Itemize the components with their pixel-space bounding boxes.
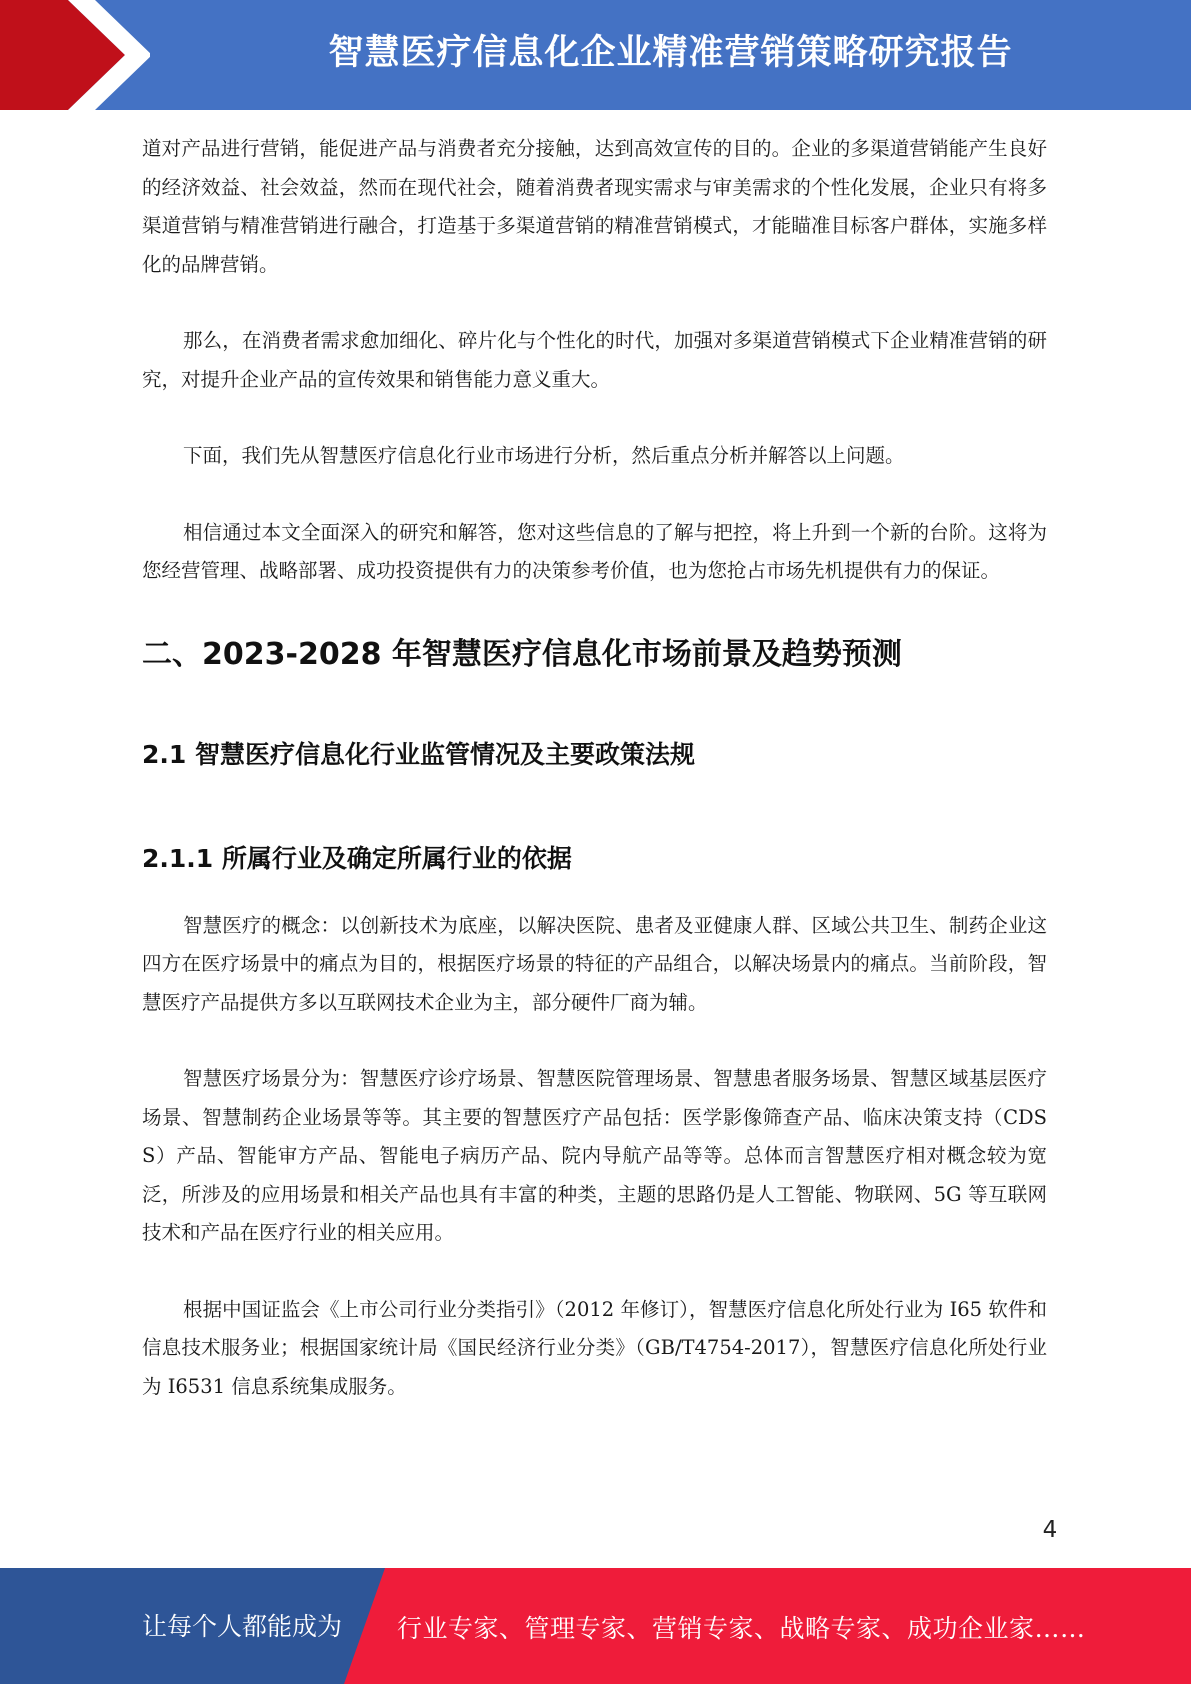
subsubsection-heading: 2.1.1 所属行业及确定所属行业的依据 xyxy=(142,843,572,873)
page-number: 4 xyxy=(1042,1517,1058,1543)
paragraph-7: 根据中国证监会《上市公司行业分类指引》（2012 年修订），智慧医疗信息化所处行业为 I65 软件和信息技术服务业；根据国家统计局《国民经济行业分类》（GB/T4754-2017），智慧医疗信息化所处行业为 I6531 信息系统集成服务。 xyxy=(142,1297,1047,1398)
section-heading: 二、2023-2028 年智慧医疗信息化市场前景及趋势预测 xyxy=(142,636,902,672)
paragraph-5: 智慧医疗的概念：以创新技术为底座，以解决医院、患者及亚健康人群、区域公共卫生、制药企业这四方在医疗场景中的痛点为目的，根据医疗场景的特征的产品组合，以解决场景内的痛点。当前阶段，智慧医疗产品提供方多以互联网技术企业为主，部分硬件厂商为辅。 xyxy=(142,913,1047,1014)
header-chevron-decoration xyxy=(0,0,150,110)
paragraph-4: 相信通过本文全面深入的研究和解答，您对这些信息的了解与把控，将上升到一个新的台阶。这将为您经营管理、战略部署、成功投资提供有力的决策参考价值，也为您抢占市场先机提供有力的保证。 xyxy=(142,520,1047,582)
document-body xyxy=(142,130,1047,1406)
footer-slogan-right: 行业专家、管理专家、营销专家、战略专家、成功企业家…… xyxy=(397,1614,1086,1643)
footer-slogan-left: 让每个人都能成为 xyxy=(142,1612,343,1641)
page-header xyxy=(0,0,1191,110)
paragraph-3: 下面，我们先从智慧医疗信息化行业市场进行分析，然后重点分析并解答以上问题。 xyxy=(183,444,905,467)
paragraph-1: 道对产品进行营销，能促进产品与消费者充分接触，达到高效宣传的目的。企业的多渠道营销能产生良好的经济效益、社会效益，然而在现代社会，随着消费者现实需求与审美需求的个性化发展，企业只有将多渠道营销与精准营销进行融合，打造基于多渠道营销的精准营销模式，才能瞄准目标客户群体，实施多样化的品牌营销。 xyxy=(142,137,1047,276)
page-footer xyxy=(0,1568,1191,1684)
paragraph-6: 智慧医疗场景分为：智慧医疗诊疗场景、智慧医院管理场景、智慧患者服务场景、智慧区域基层医疗场景、智慧制药企业场景等等。其主要的智慧医疗产品包括：医学影像筛查产品、临床决策支持（CDSS）产品、智能审方产品、智能电子病历产品、院内导航产品等等。总体而言智慧医疗相对概念较为宽泛，所涉及的应用场景和相关产品也具有丰富的种类，主题的思路仍是人工智能、物联网、5G 等互联网技术和产品在医疗行业的相关应用。 xyxy=(142,1067,1047,1244)
subsection-heading: 2.1 智慧医疗信息化行业监管情况及主要政策法规 xyxy=(142,739,695,769)
header-title: 智慧医疗信息化企业精准营销策略研究报告 xyxy=(328,33,1013,73)
paragraph-2: 那么，在消费者需求愈加细化、碎片化与个性化的时代，加强对多渠道营销模式下企业精准营销的研究，对提升企业产品的宣传效果和销售能力意义重大。 xyxy=(142,329,1047,391)
